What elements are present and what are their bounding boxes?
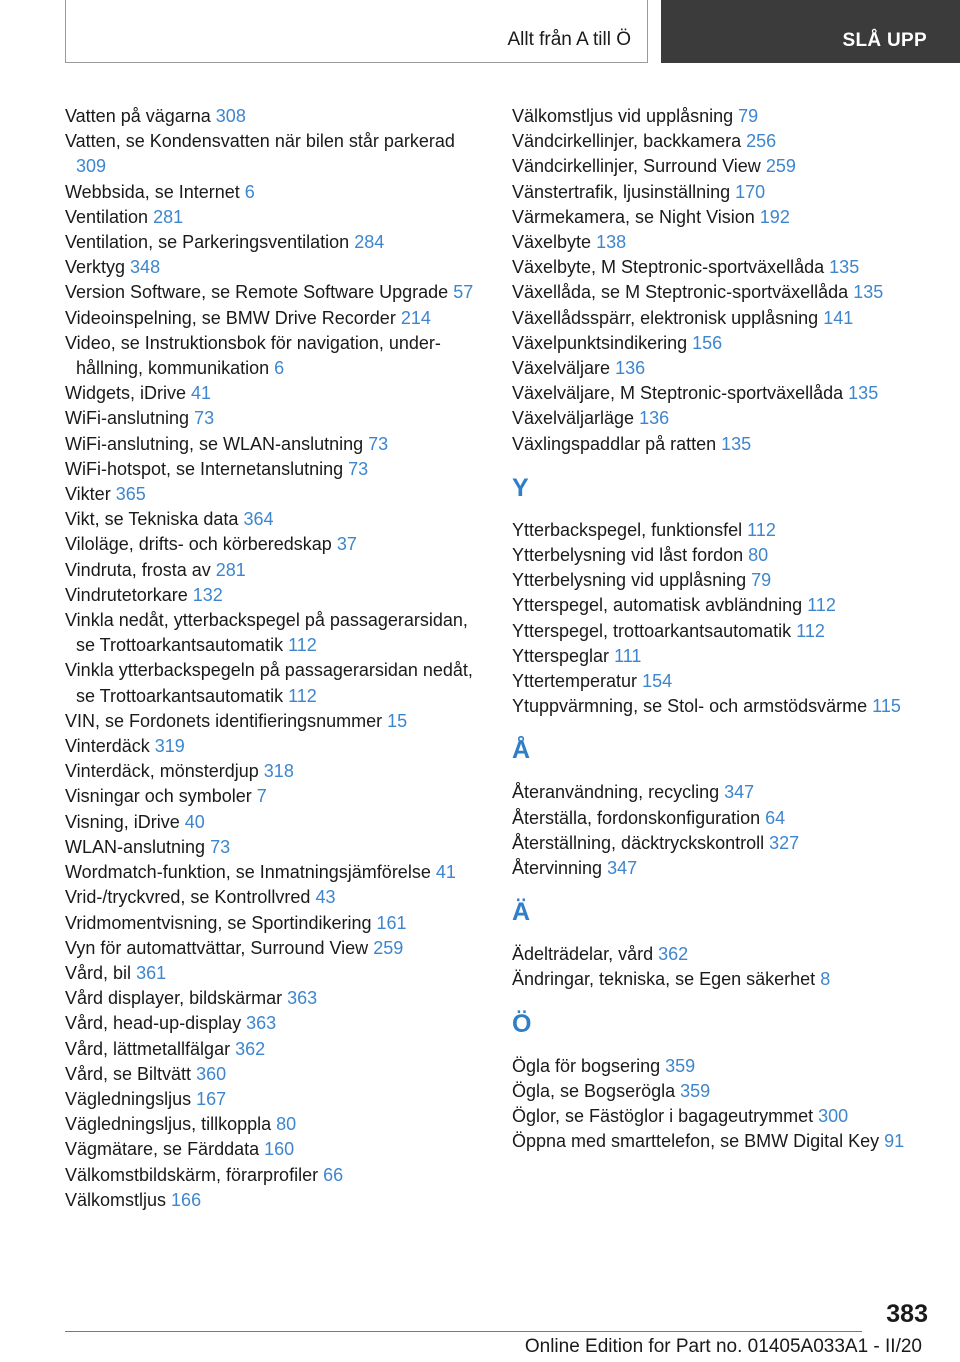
- index-entry-text: Vänstertrafik, ljusinställning: [512, 181, 731, 202]
- letter-heading: Ö: [512, 1009, 532, 1038]
- index-entry: [65, 1011, 485, 1036]
- index-entry-text: Visning, iDrive: [65, 811, 180, 832]
- index-entry: [65, 1163, 485, 1188]
- index-entry-text: Ändringar, tekniska, se Egen säkerhet: [512, 969, 816, 990]
- page-reference-link[interactable]: 40: [184, 811, 205, 832]
- index-entry: [65, 457, 485, 482]
- index-entry: [512, 1079, 932, 1104]
- page-reference-link[interactable]: 363: [287, 988, 318, 1009]
- page-reference-link[interactable]: 73: [210, 836, 231, 857]
- page-reference-link[interactable]: 256: [746, 131, 777, 152]
- index-entry-text: Vägledningsljus: [65, 1088, 192, 1109]
- page-reference-link[interactable]: 284: [354, 232, 385, 253]
- page-reference-link[interactable]: 66: [323, 1164, 344, 1185]
- index-entry: [512, 669, 932, 694]
- index-entry-text: Öppna med smarttelefon, se BMW Digital Key: [512, 1131, 880, 1152]
- page-reference-link[interactable]: 57: [453, 282, 474, 303]
- index-letter-group: [512, 474, 932, 720]
- index-entry: [65, 129, 485, 179]
- index-entry-text: Växlingspaddlar på ratten: [512, 433, 717, 454]
- index-entry-text: WiFi-anslutning: [65, 408, 190, 429]
- page-reference-link[interactable]: 8: [820, 969, 831, 990]
- index-entry-text: Ventilation: [65, 206, 149, 227]
- index-entry: [512, 154, 932, 179]
- index-entry-text: VIN, se Fordonets identifieringsnummer: [65, 710, 383, 731]
- index-entry: [512, 306, 932, 331]
- index-entry-text: Ytuppvärmning, se Stol- och armstödsvärme: [512, 696, 868, 717]
- index-entry: [65, 532, 485, 557]
- page-reference-link[interactable]: 160: [264, 1139, 295, 1160]
- page-reference-link[interactable]: 166: [171, 1189, 202, 1210]
- index-entry-text: Växelbyte, M Steptronic-sportväxellåda: [512, 257, 825, 278]
- index-entry: [65, 1062, 485, 1087]
- index-entry-text: Vatten, se Kondensvatten när bilen står parkerad: [65, 131, 455, 152]
- header-title: Allt från A till Ö: [507, 29, 631, 50]
- page-reference-link[interactable]: 79: [738, 106, 759, 126]
- index-entry: [65, 885, 485, 910]
- index-entry-text: Wordmatch-funktion, se Inmatningsjämförelse: [65, 862, 431, 883]
- index-entry-text: Vikt, se Tekniska data: [65, 509, 239, 530]
- letter-heading: Y: [512, 473, 529, 502]
- page-reference-link[interactable]: 115: [872, 696, 901, 717]
- index-entry-text: Vägledningsljus, tillkoppla: [65, 1114, 272, 1135]
- page-reference-link[interactable]: 80: [276, 1114, 297, 1135]
- index-entry: [65, 381, 485, 406]
- page-reference-link[interactable]: 214: [400, 307, 431, 328]
- index-entry: [512, 806, 932, 831]
- index-entry: [65, 255, 485, 280]
- index-entry: [512, 619, 932, 644]
- index-entry-text: Växelväljarläge: [512, 408, 635, 429]
- lookup-button-label: SLÅ UPP: [842, 30, 927, 51]
- footer-divider: [65, 1331, 862, 1332]
- index-entry-text: Version Software, se Remote Software Upgrade: [65, 282, 449, 303]
- index-entry-text: Vinterdäck: [65, 736, 150, 757]
- index-entry-text: Ögla, se Bogserögla: [512, 1080, 676, 1101]
- page-reference-link[interactable]: 80: [748, 545, 769, 566]
- index-entry-text: Vinkla ytterbackspegeln på passagerarsidan nedåt, se Trottoarkantsautomatik: [65, 660, 473, 706]
- index-entry: [512, 280, 932, 305]
- page-number: 383: [886, 1300, 928, 1328]
- index-entry: [65, 734, 485, 759]
- index-entry: [512, 543, 932, 568]
- lookup-button[interactable]: [661, 0, 960, 63]
- index-entry: [512, 694, 932, 719]
- index-entry: [512, 381, 932, 406]
- index-entry-text: Ytterbelysning vid upplåsning: [512, 570, 747, 591]
- page-reference-link[interactable]: 6: [244, 181, 255, 202]
- page-reference-link[interactable]: 364: [243, 509, 274, 530]
- page-reference-link[interactable]: 318: [263, 761, 294, 782]
- index-column-right: [512, 104, 932, 1155]
- index-letter-group: [512, 104, 932, 457]
- index-entry: [65, 936, 485, 961]
- index-entry: [512, 568, 932, 593]
- index-entry-text: Välkomstljus: [65, 1189, 167, 1210]
- page-reference-link[interactable]: 327: [769, 832, 800, 853]
- index-entry-text: Vindruta, frosta av: [65, 559, 211, 580]
- index-entry-text: Ventilation, se Parkeringsventilation: [65, 232, 350, 253]
- index-entry: [65, 911, 485, 936]
- index-entry-text: Ytterbackspegel, funktionsfel: [512, 519, 743, 540]
- index-entry: [65, 331, 485, 381]
- page-reference-link[interactable]: 259: [765, 156, 796, 177]
- page-reference-link[interactable]: 365: [115, 484, 146, 505]
- letter-heading: Å: [512, 736, 531, 765]
- index-entry: [512, 205, 932, 230]
- index-entry: [512, 831, 932, 856]
- index-entry: [65, 280, 485, 305]
- index-entry-text: Videoinspelning, se BMW Drive Recorder: [65, 307, 396, 328]
- index-entry: [512, 967, 932, 992]
- index-letter-group: [512, 736, 932, 881]
- page-reference-link[interactable]: 347: [724, 782, 755, 803]
- page-reference-link[interactable]: 111: [614, 645, 642, 666]
- index-entry-text: Vridmomentvisning, se Sportindikering: [65, 912, 372, 933]
- page-reference-link[interactable]: 138: [596, 232, 627, 253]
- index-entry-text: Widgets, iDrive: [65, 383, 187, 404]
- page-reference-link[interactable]: 6: [274, 358, 285, 379]
- page-reference-link[interactable]: 132: [192, 584, 223, 605]
- index-entry: [512, 129, 932, 154]
- index-entry: [512, 432, 932, 457]
- index-entry: [65, 986, 485, 1011]
- index-entry-text: WLAN-anslutning: [65, 836, 206, 857]
- page-reference-link[interactable]: 91: [884, 1131, 905, 1152]
- index-entry-text: Viloläge, drifts- och körberedskap: [65, 534, 332, 555]
- index-entry-text: Vård, lättmetallfälgar: [65, 1038, 231, 1059]
- index-entry: [65, 1037, 485, 1062]
- index-entry-text: Ädelträdelar, vård: [512, 944, 654, 965]
- index-column-left: [65, 104, 485, 1213]
- index-entry: [65, 608, 485, 658]
- index-entry-text: Yttertemperatur: [512, 671, 638, 692]
- index-entry-text: Välkomstljus vid upplåsning: [512, 106, 734, 126]
- index-entry-text: Vård, head-up-display: [65, 1013, 242, 1034]
- page-reference-link[interactable]: 156: [692, 332, 723, 353]
- page-reference-link[interactable]: 73: [348, 458, 369, 479]
- index-entry-text: Video, se Instruktionsbok för navigation, underhållning, kommunikation: [65, 332, 441, 379]
- index-entry: [65, 583, 485, 608]
- index-entry-text: Vändcirkellinjer, backkamera: [512, 131, 742, 152]
- page-reference-link[interactable]: 259: [373, 937, 404, 958]
- index-entry: [512, 1054, 932, 1079]
- index-entry: [512, 780, 932, 805]
- index-letter-group: [512, 1010, 932, 1155]
- index-entry: [65, 759, 485, 784]
- page-reference-link[interactable]: 43: [315, 887, 336, 908]
- index-entry: [512, 230, 932, 255]
- index-entry: [65, 104, 485, 129]
- index-entry-text: Visningar och symboler: [65, 786, 252, 807]
- page-reference-link[interactable]: 37: [336, 534, 357, 555]
- page-reference-link[interactable]: 136: [615, 358, 646, 379]
- index-entry: [65, 658, 485, 708]
- index-entry: [65, 1087, 485, 1112]
- page-reference-link[interactable]: 7: [256, 786, 267, 807]
- index-entry-text: Vård, bil: [65, 962, 132, 983]
- index-letter-group: [512, 898, 932, 992]
- index-entry: [512, 356, 932, 381]
- index-entry: [65, 1137, 485, 1162]
- page-reference-link[interactable]: 167: [196, 1088, 227, 1109]
- index-entry: [65, 810, 485, 835]
- index-entry-text: Vändcirkellinjer, Surround View: [512, 156, 761, 177]
- index-entry-text: Växelväljare, M Steptronic-sportväxellåda: [512, 383, 844, 404]
- index-entry: [65, 961, 485, 986]
- index-entry: [512, 942, 932, 967]
- page-reference-link[interactable]: 112: [288, 685, 317, 706]
- index-entry: [512, 644, 932, 669]
- index-entry-text: Vyn för automattvättar, Surround View: [65, 937, 369, 958]
- index-entry: [65, 784, 485, 809]
- index-entry-text: Webbsida, se Internet: [65, 181, 240, 202]
- index-entry-text: Återställning, däcktryckskontroll: [512, 832, 765, 853]
- index-entry-text: WiFi-hotspot, se Internetanslutning: [65, 458, 344, 479]
- index-entry-text: Vinkla nedåt, ytterbackspegel på passagerarsidan, se Trottoarkantsautomatik: [65, 610, 468, 656]
- page-reference-link[interactable]: 41: [435, 862, 456, 883]
- index-entry-text: Återanvändning, recycling: [512, 782, 720, 803]
- letter-heading: Ä: [512, 898, 531, 927]
- index-entry-text: Växellåda, se M Steptronic-sportväxellåda: [512, 282, 849, 303]
- index-entry: [65, 1188, 485, 1213]
- header-title-box: [65, 0, 648, 63]
- page-reference-link[interactable]: 309: [76, 156, 107, 177]
- index-entry-text: Ytterspegel, trottoarkantsautomatik: [512, 620, 792, 641]
- index-entry: [512, 1104, 932, 1129]
- index-entry-text: Ögla för bogsering: [512, 1055, 661, 1076]
- index-entry: [65, 482, 485, 507]
- index-entry-text: Verktyg: [65, 257, 126, 278]
- index-entry: [65, 860, 485, 885]
- page-reference-link[interactable]: 112: [807, 595, 836, 616]
- page-reference-link[interactable]: 281: [153, 206, 184, 227]
- index-entry-text: Växelväljare: [512, 358, 611, 379]
- page-reference-link[interactable]: 112: [288, 635, 317, 656]
- index-entry-text: WiFi-anslutning, se WLAN-anslutning: [65, 433, 364, 454]
- page-reference-link[interactable]: 41: [191, 383, 212, 404]
- index-entry: [512, 406, 932, 431]
- index-entry: [65, 507, 485, 532]
- index-entry-text: Återvinning: [512, 858, 603, 879]
- index-entry: [65, 1112, 485, 1137]
- index-entry-text: Återställa, fordonskonfiguration: [512, 807, 761, 828]
- index-entry: [65, 432, 485, 457]
- index-entry: [512, 180, 932, 205]
- page-reference-link[interactable]: 348: [130, 257, 161, 278]
- page-reference-link[interactable]: 362: [658, 944, 689, 965]
- index-entry-text: Vägmätare, se Färddata: [65, 1139, 260, 1160]
- page-reference-link[interactable]: 362: [235, 1038, 266, 1059]
- page-reference-link[interactable]: 154: [642, 671, 673, 692]
- page-reference-link[interactable]: 347: [607, 858, 638, 879]
- page-reference-link[interactable]: 73: [194, 408, 215, 429]
- index-entry-text: Välkomstbildskärm, förarprofiler: [65, 1164, 319, 1185]
- page-reference-link[interactable]: 192: [759, 206, 790, 227]
- index-entry: [512, 104, 932, 129]
- page-reference-link[interactable]: 363: [246, 1013, 277, 1034]
- index-entry: [65, 835, 485, 860]
- index-entry: [65, 230, 485, 255]
- index-entry-text: Vindrutetorkare: [65, 584, 188, 605]
- index-entry-text: Vinterdäck, mönsterdjup: [65, 761, 259, 782]
- page-reference-link[interactable]: 360: [196, 1063, 227, 1084]
- index-entry: [512, 593, 932, 618]
- index-entry: [65, 558, 485, 583]
- index-entry-text: Vatten på vägarna: [65, 106, 211, 126]
- index-entry: [65, 180, 485, 205]
- page-reference-link[interactable]: 135: [853, 282, 884, 303]
- index-entry-text: Växelbyte: [512, 232, 592, 253]
- page-reference-link[interactable]: 281: [215, 559, 246, 580]
- page-reference-link[interactable]: 319: [154, 736, 185, 757]
- page-reference-link[interactable]: 79: [751, 570, 772, 591]
- page-reference-link[interactable]: 64: [765, 807, 786, 828]
- footer-edition: Online Edition for Part no. 01405A033A1 - II/20: [524, 1336, 922, 1357]
- page-reference-link[interactable]: 135: [848, 383, 879, 404]
- index-entry: [512, 856, 932, 881]
- page-reference-link[interactable]: 73: [368, 433, 389, 454]
- page-reference-link[interactable]: 141: [823, 307, 854, 328]
- index-entry-text: Ytterspeglar: [512, 645, 610, 666]
- index-entry: [65, 205, 485, 230]
- index-entry-text: Öglor, se Fästöglor i bagageutrymmet: [512, 1106, 814, 1127]
- index-entry-text: Vård displayer, bildskärmar: [65, 988, 283, 1009]
- index-entry: [512, 1129, 932, 1154]
- index-entry-text: Vård, se Biltvätt: [65, 1063, 192, 1084]
- index-entry-text: Värmekamera, se Night Vision: [512, 206, 755, 227]
- page-reference-link[interactable]: 112: [796, 620, 825, 641]
- index-entry: [512, 518, 932, 543]
- index-entry-text: Vikter: [65, 484, 111, 505]
- page-reference-link[interactable]: 15: [387, 710, 408, 731]
- page-reference-link[interactable]: 308: [215, 106, 246, 126]
- index-entry: [65, 306, 485, 331]
- index-entry-text: Vrid-/tryckvred, se Kontrollvred: [65, 887, 311, 908]
- index-entry: [65, 406, 485, 431]
- page-reference-link[interactable]: 161: [376, 912, 407, 933]
- index-entry-text: Växellådsspärr, elektronisk upplåsning: [512, 307, 819, 328]
- page-reference-link[interactable]: 135: [829, 257, 860, 278]
- page-reference-link[interactable]: 170: [735, 181, 766, 202]
- index-entry: [512, 331, 932, 356]
- page-reference-link[interactable]: 359: [680, 1080, 711, 1101]
- index-entry-text: Växelpunktsindikering: [512, 332, 688, 353]
- index-entry: [65, 709, 485, 734]
- index-entry-text: Ytterspegel, automatisk avbländning: [512, 595, 803, 616]
- page-reference-link[interactable]: 135: [721, 433, 752, 454]
- page-reference-link[interactable]: 359: [665, 1055, 696, 1076]
- page-reference-link[interactable]: 136: [639, 408, 670, 429]
- page-reference-link[interactable]: 300: [818, 1106, 849, 1127]
- index-entry: [512, 255, 932, 280]
- page-reference-link[interactable]: 112: [747, 519, 776, 540]
- index-entry-text: Ytterbelysning vid låst fordon: [512, 545, 744, 566]
- page-reference-link[interactable]: 361: [136, 962, 167, 983]
